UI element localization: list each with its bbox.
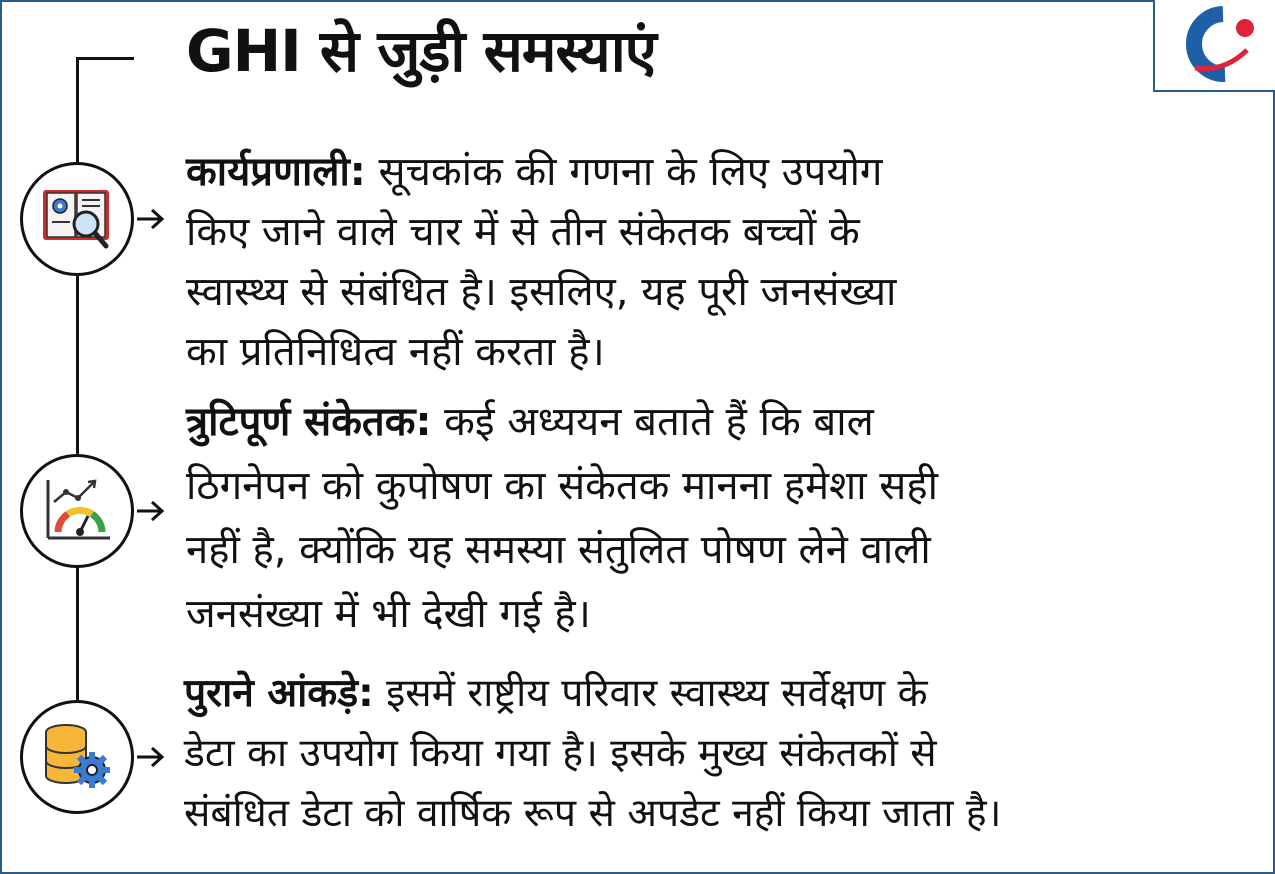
faulty-indicator-text: कई अध्ययन बताते हैं कि बाल ठिगनेपन को कुपोषण का संकेतक मानना हमेशा सही नहीं है, क्योंकि यह समस्या संतुलित पोषण लेने वाली जनसंख्या में भी देखी गई है। [186,399,938,637]
faulty-indicator-heading: त्रुटिपूर्ण संकेतक: [186,399,432,445]
methodology-heading: कार्यप्रणाली: [186,149,366,195]
arrow-right-icon [137,498,165,524]
timeline-top-connector [76,57,134,60]
book-gear-magnifier-icon [40,184,114,254]
database-gear-icon [40,720,114,794]
old-data-heading: पुराने आंकड़े: [184,671,374,716]
brand-logo-icon [1165,6,1265,86]
logo-box [1153,0,1275,92]
faulty-indicator-paragraph [186,390,1261,646]
arrow-right-icon [137,744,165,770]
faulty-indicator-icon-circle [20,454,134,568]
methodology-paragraph [186,142,1261,382]
methodology-icon-circle [20,162,134,276]
old-data-text: इसमें राष्ट्रीय परिवार स्वास्थ्य सर्वेक्षण के डेटा का उपयोग किया गया है। इसके मुख्य संकेतकों से संबंधित डेटा को वार्षिक रूप से अपडेट नहीं किया जाता है। [184,671,1002,836]
chart-gauge-icon [40,476,114,546]
old-data-icon-circle [20,700,134,814]
methodology-text: सूचकांक की गणना के लिए उपयोग किए जाने वाले चार में से तीन संकेतक बच्चों के स्वास्थ्य से संबंधित है। इसलिए, यह पूरी जनसंख्या का प्रतिनिधित्व नहीं करता है। [186,149,897,375]
old-data-paragraph [184,664,1269,844]
page-title: GHI से जुड़ी समस्याएं [186,17,656,85]
arrow-right-icon [137,206,165,232]
old-data-section [184,664,1269,844]
faulty-indicator-section [186,390,1261,646]
methodology-section [186,142,1261,382]
